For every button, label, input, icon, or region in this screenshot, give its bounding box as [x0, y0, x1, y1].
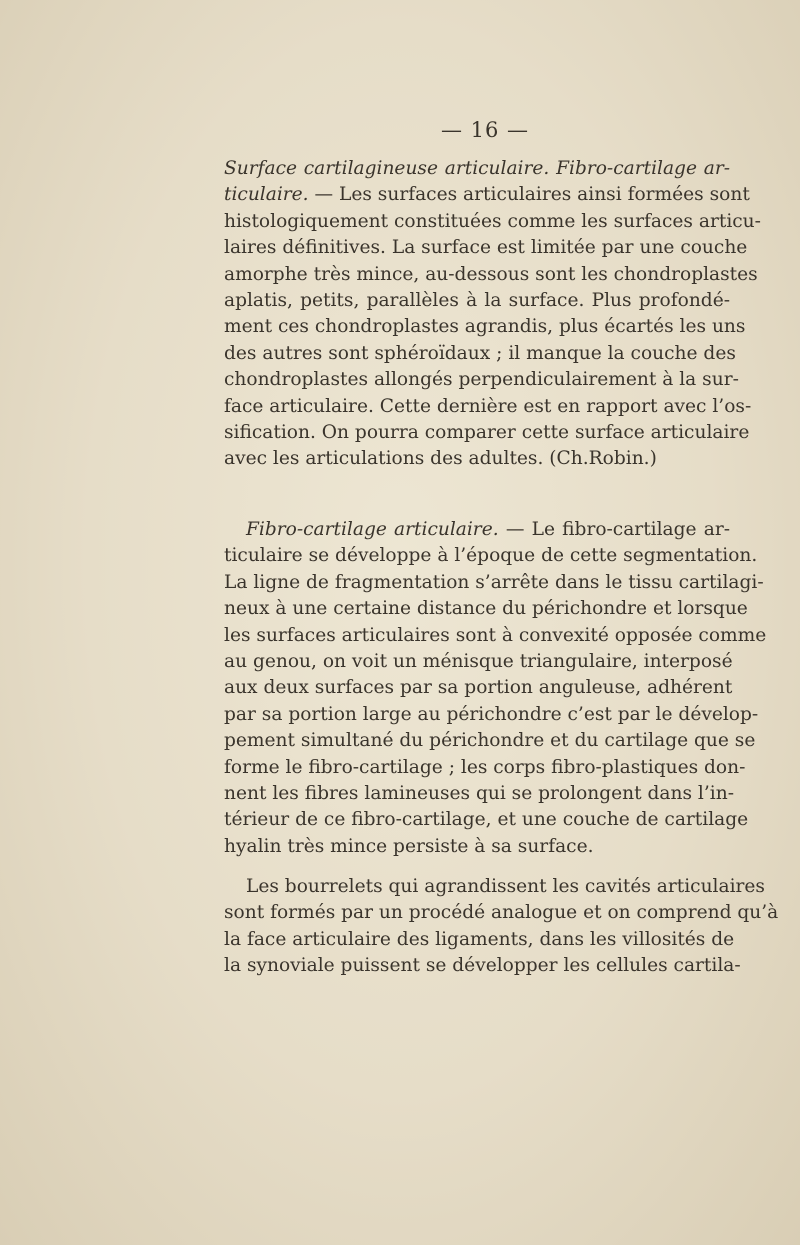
text-line: chondroplastes allongés perpendiculairement à la sur- — [224, 369, 739, 391]
text-line: aplatis, petits, parallèles à la surface. Plus profondé- — [224, 290, 730, 312]
page-number: — 16 — — [440, 118, 530, 142]
text-line: face articulaire. Cette dernière est en rapport avec l’os- — [224, 395, 752, 417]
text-line: histologiquement constituées comme les surfaces articu- — [224, 210, 761, 232]
paragraph-fibro-cartilage — [224, 517, 767, 860]
text-line: térieur de ce fibro-cartilage, et une couche de cartilage — [224, 809, 749, 831]
text-line: hyalin très mince persiste à sa surface. — [224, 835, 594, 857]
text-line: par sa portion large au périchondre c’est par le dévelop- — [224, 703, 759, 725]
text-line: nent les fibres lamineuses qui se prolongent dans l’in- — [224, 783, 734, 805]
text-line: Les bourrelets qui agrandissent les cavités articulaires — [246, 876, 765, 897]
text-line: amorphe très mince, au-dessous sont les chondroplastes — [224, 263, 758, 285]
text-line: laires définitives. La surface est limitée par une couche — [224, 237, 748, 259]
line-text: — Les surfaces articulaires ainsi formées sont — [308, 184, 750, 206]
text-line: pement simultané du périchondre et du cartilage que se — [224, 730, 756, 752]
text-line: avec les articulations des adultes. (Ch.Robin.) — [224, 448, 657, 470]
text-line: aux deux surfaces par sa portion anguleuse, adhérent — [224, 677, 733, 699]
text-line: sont formés par un procédé analogue et on comprend qu’à — [224, 902, 779, 924]
text-line: forme le fibro-cartilage ; les corps fibro-plastiques don- — [224, 756, 746, 778]
paragraph-surface-cartilagineuse — [224, 156, 761, 473]
text-line: ment ces chondroplastes agrandis, plus écartés les uns — [224, 316, 746, 338]
text-line — [224, 517, 730, 543]
italic-heading: ticulaire. — [224, 184, 309, 206]
line-text: — Le fibro-cartilage ar- — [498, 519, 730, 540]
text-line: les surfaces articulaires sont à convexité opposée comme — [224, 624, 767, 646]
paragraph-bourrelets — [224, 874, 779, 980]
text-line: la face articulaire des ligaments, dans les villosités de — [224, 928, 735, 950]
text-line: La ligne de fragmentation s’arrête dans le tissu cartilagi- — [224, 571, 764, 593]
text-line: sification. On pourra comparer cette surface articulaire — [224, 422, 750, 444]
text-line: des autres sont sphéroïdaux ; il manque la couche des — [224, 342, 736, 364]
text-line: ticulaire se développe à l’époque de cette segmentation. — [224, 545, 758, 567]
text-line: au genou, on voit un ménisque triangulaire, interposé — [224, 651, 733, 673]
text-line: la synoviale puissent se développer les cellules cartila- — [224, 955, 741, 977]
italic-heading: Fibro-cartilage articulaire. — [246, 519, 499, 540]
text-line: neux à une certaine distance du périchondre et lorsque — [224, 598, 748, 620]
text-line — [224, 156, 730, 182]
italic-heading: Surface cartilagineuse articulaire. Fibro-cartilage ar- — [224, 158, 730, 179]
text-line — [224, 182, 750, 208]
